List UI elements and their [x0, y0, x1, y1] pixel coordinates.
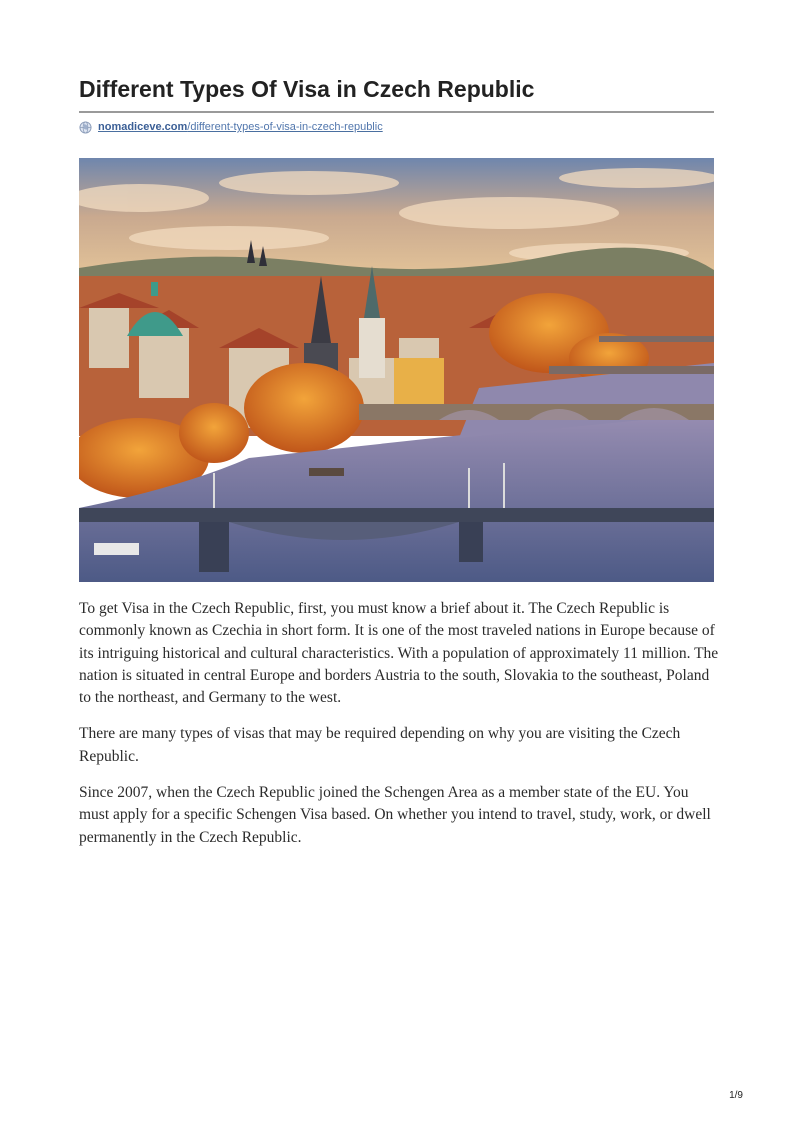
page-title: Different Types Of Visa in Czech Republic [79, 76, 535, 102]
paragraph-visa-types: There are many types of visas that may be required depending on why you are visiting the Czech Republic. [79, 725, 681, 765]
prague-photo [79, 158, 714, 582]
source-link[interactable] [79, 118, 383, 136]
source-domain: nomadiceve.com [98, 121, 188, 133]
prague-cityscape-illustration [79, 158, 714, 582]
source-path: /different-types-of-visa-in-czech-republic [187, 121, 383, 133]
article-body [79, 598, 719, 863]
title-divider [79, 111, 714, 113]
page-indicator: 1/9 [729, 1090, 743, 1101]
globe-icon [79, 121, 92, 134]
paragraph-intro: To get Visa in the Czech Republic, first, you must know a brief about it. The Czech Republic is commonly known as Czechia in short form. It is one of the most traveled nations in Europe because of its intriguing historical and cultural characteristics. With a population of approximately 11 million. The nation is situated in central Europe and borders Austria to the south, Slovakia to the southeast, Poland to the northeast, and Germany to the west. [79, 600, 719, 707]
paragraph-schengen: Since 2007, when the Czech Republic joined the Schengen Area as a member state of the EU. You must apply for a specific Schengen Visa based. On whether you intend to travel, study, work, or dwell permanently in the Czech Republic. [79, 784, 711, 846]
